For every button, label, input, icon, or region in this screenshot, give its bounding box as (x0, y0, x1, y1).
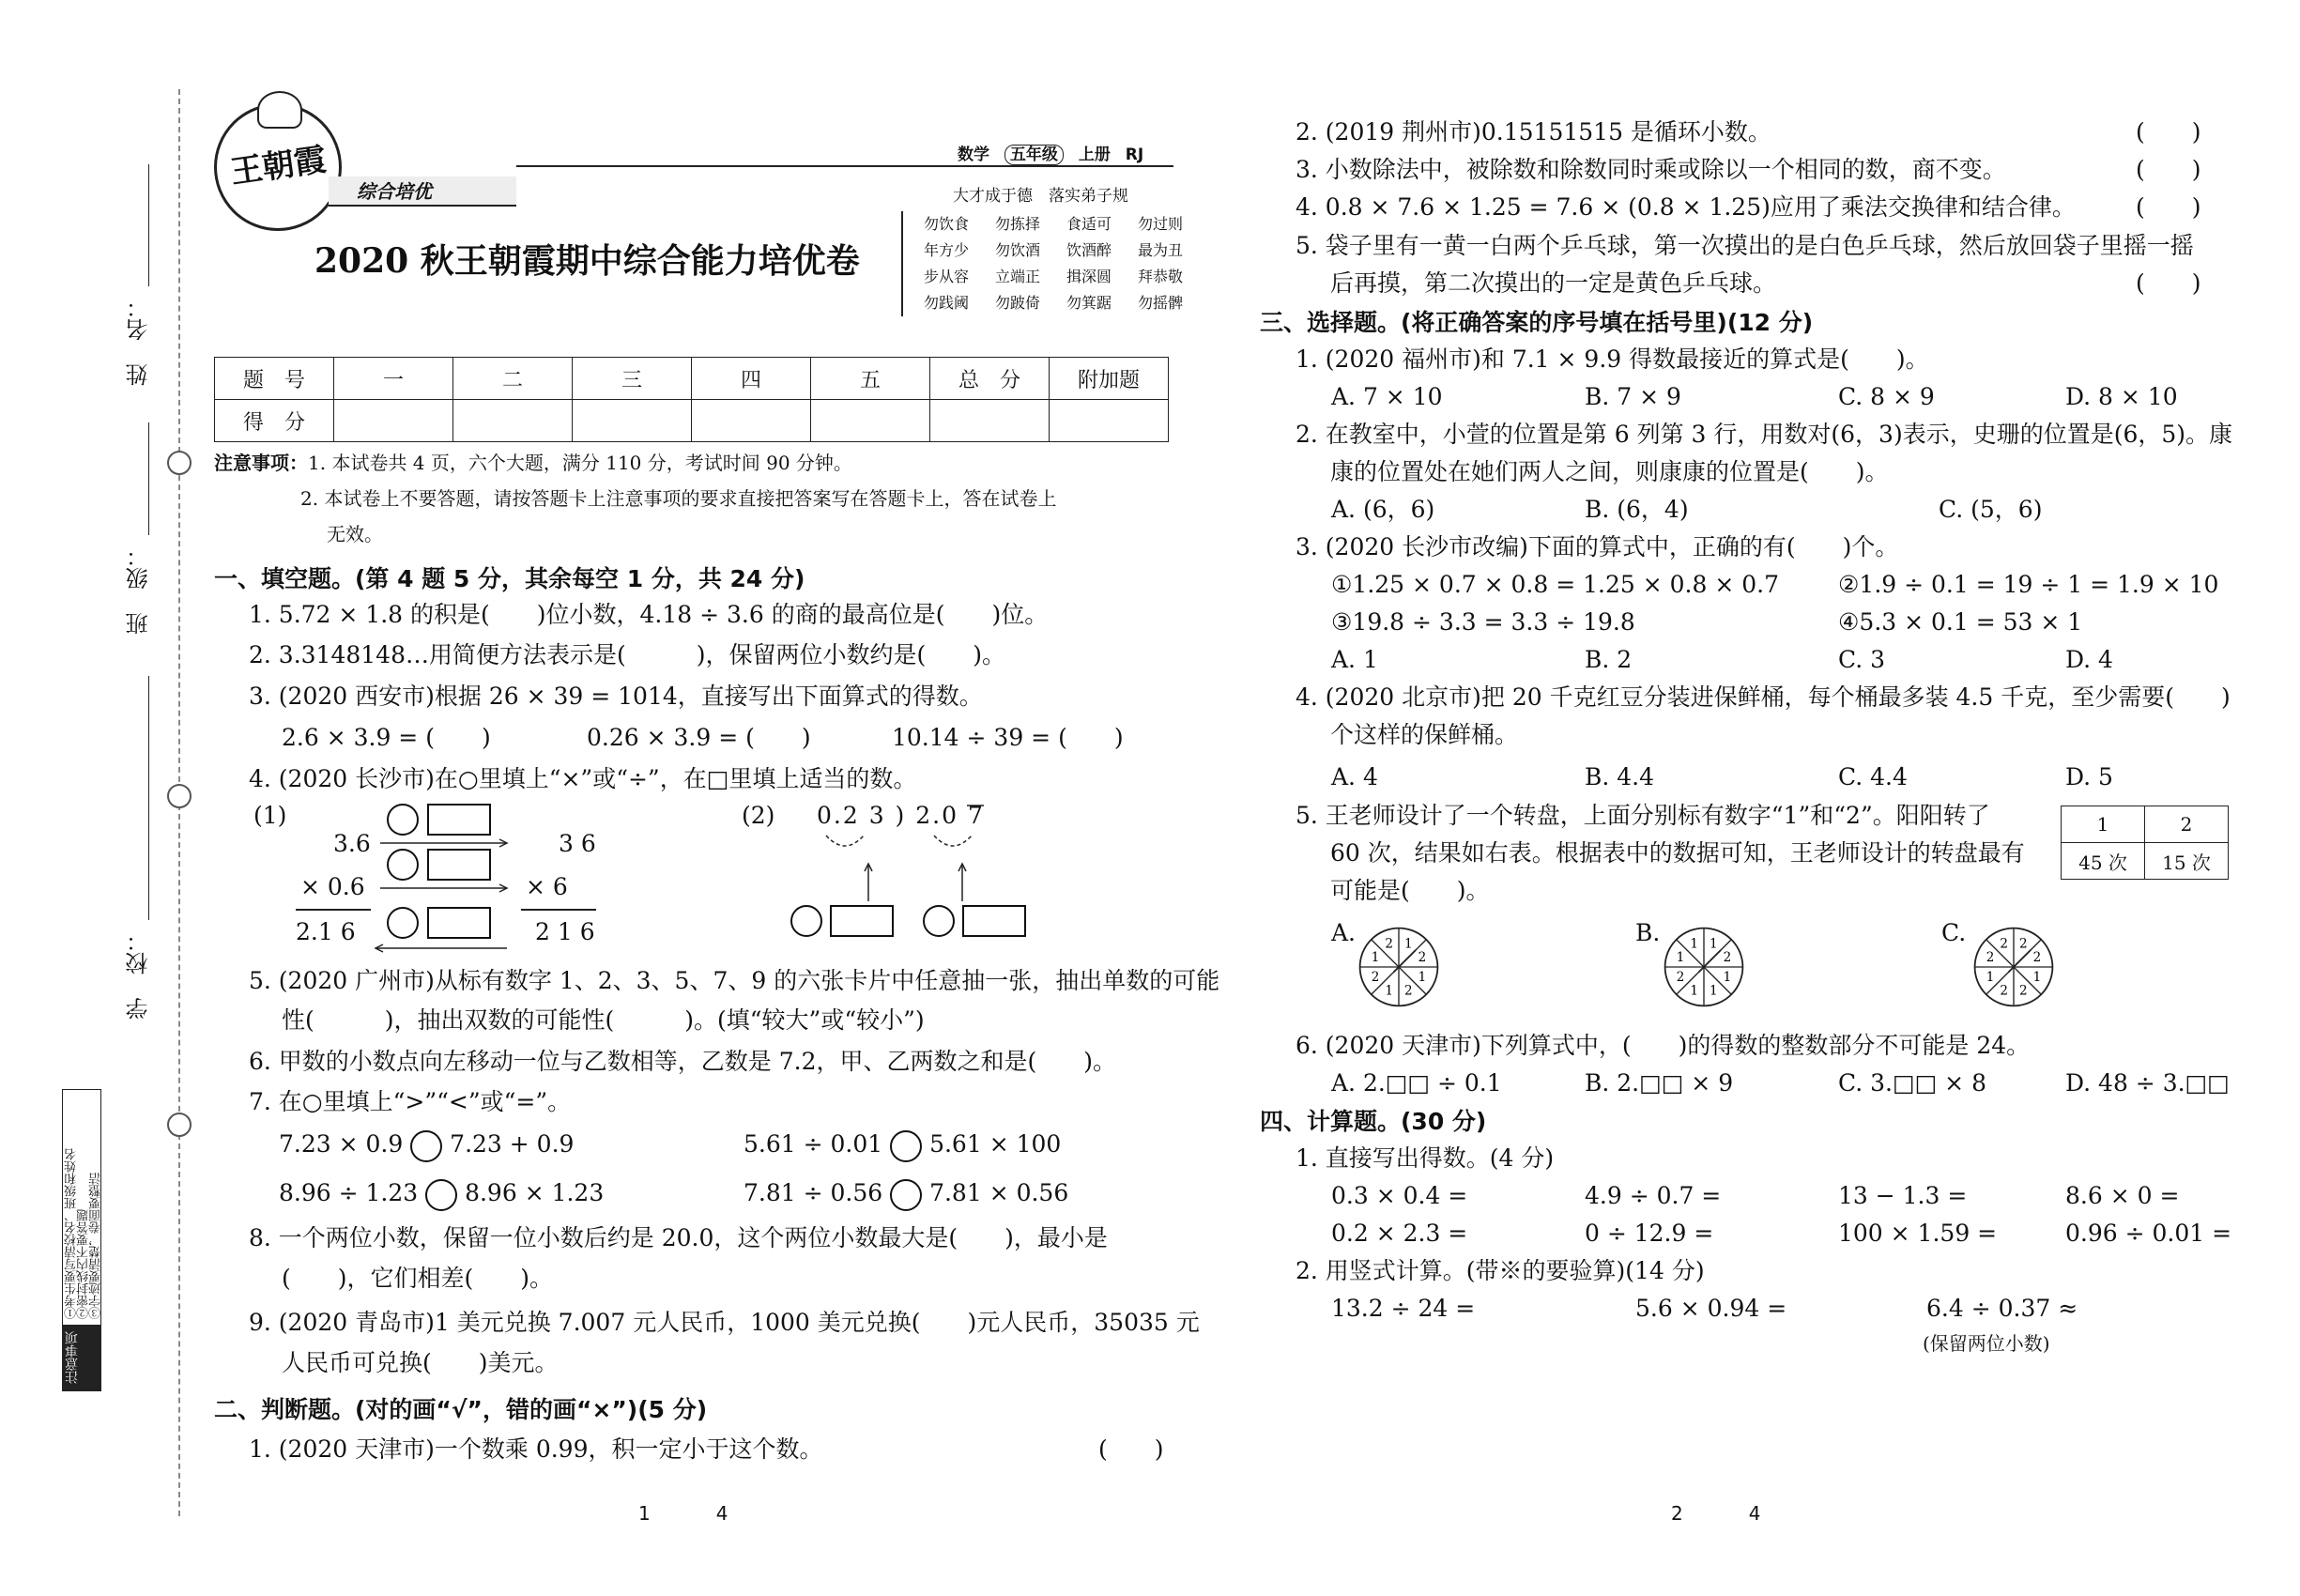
s3-q5: 60 次，结果如右表。根据表中的数据可知，王老师设计的转盘最有 (1330, 839, 2025, 867)
seal-icon (167, 451, 192, 475)
spinner-label: 2 (1404, 983, 1413, 999)
compare-circle[interactable] (425, 1179, 457, 1211)
s3-q2: 2. 在教室中，小萱的位置是第 6 列第 3 行，用数对(6，3)表示，史珊的位置是(6，5)。康 (1296, 421, 2233, 448)
s1-q3-item: 10.14 ÷ 39 = ( ) (892, 724, 1124, 751)
option[interactable]: D. 5 (2065, 763, 2113, 790)
notes (214, 445, 1056, 552)
option[interactable]: B. 7 × 9 (1585, 383, 1681, 410)
judge-item: 1. (2020 天津市)一个数乘 0.99，积一定小于这个数。 (249, 1435, 823, 1463)
notice-item: ②密封线内不要答题 (77, 1209, 91, 1319)
score-cell[interactable] (573, 400, 692, 442)
q4-right-number: 3 6 (559, 830, 596, 857)
spinner-label: 2 (1723, 950, 1732, 966)
s3-q4: 4. (2020 北京市)把 20 千克红豆分装进保鲜桶，每个桶最多装 4.5 千克，至少需要( ) (1296, 683, 2231, 711)
spinner-label: 2 (2032, 950, 2042, 966)
seal-icon (167, 784, 192, 808)
school-label: 学 校： (126, 929, 152, 1020)
name-field[interactable] (122, 164, 150, 390)
q4-left-number: 2.1 6 (296, 918, 356, 945)
compare-item: 5.61 ÷ 0.01 5.61 × 100 (744, 1127, 1061, 1162)
spinner-label: 1 (1676, 950, 1685, 966)
notes-line: 2. 本试卷上不要答题，请按答题卡上注意事项的要求直接把答案写在答题卡上，答在试卷上 (300, 487, 1057, 510)
s1-q9: 人民币可兑换( )美元。 (282, 1349, 559, 1376)
option[interactable]: A. 7 × 10 (1331, 383, 1443, 410)
option[interactable]: B. (1635, 919, 1661, 946)
judge-item: 5. 袋子里有一黄一白两个乒乓球，第一次摸出的是白色乒乓球，然后放回袋子里摇一摇 (1296, 232, 2194, 259)
score-cell[interactable] (811, 400, 930, 442)
option[interactable]: C. 8 × 9 (1838, 383, 1935, 410)
judge-item: 2. (2019 荆州市)0.15151515 是循环小数。 (1296, 118, 1771, 146)
spinner-label: 1 (1690, 983, 1698, 999)
brand-tag-bar (329, 176, 516, 207)
name-label: 姓 名： (126, 296, 152, 386)
motto: 大才成于德 落实弟子规 (953, 187, 1128, 206)
calc-item: 0.96 ÷ 0.01 = (2065, 1220, 2232, 1247)
option[interactable]: B. 2 (1585, 646, 1633, 673)
s3-q4: 个这样的保鲜桶。 (1330, 721, 1519, 748)
score-cell[interactable] (692, 400, 811, 442)
class-field[interactable] (122, 422, 150, 648)
s3-q6: 6. (2020 天津市)下列算式中，( )的得数的整数部分不可能是 24。 (1296, 1032, 2031, 1059)
option[interactable]: C. 4.4̇ (1838, 763, 1908, 790)
score-cell[interactable] (930, 400, 1050, 442)
spinner-label: 2 (2019, 936, 2028, 952)
op-circle[interactable] (923, 905, 955, 937)
class-underline (148, 422, 149, 535)
spinner-label: 2 (2019, 983, 2028, 999)
notes-line: 无效。 (327, 523, 383, 545)
calc-item: 4.9 ÷ 0.7 = (1585, 1182, 1722, 1209)
rule-row: 勿饮食 勿拣择 食适可 勿过则 (924, 215, 1184, 233)
spinner-label: 1 (1723, 969, 1732, 985)
brand-text: 王朝霞 (228, 141, 329, 192)
spinner-label: 2 (1986, 950, 1995, 966)
subject-tag: RJ (1125, 146, 1144, 164)
spinner-label: 1 (2032, 969, 2042, 985)
spinner-label: 1 (1710, 936, 1718, 952)
rules-block (901, 211, 1209, 316)
rule-row: 步从容 立端正 揖深圆 拜恭敬 (924, 268, 1184, 285)
s3-q5: 可能是( )。 (1330, 877, 1490, 904)
spinner-label: 2 (2000, 983, 2008, 999)
notice-item: ①考生要写清校名、班级和姓名 (65, 1148, 79, 1319)
q4-division: 0.2 3 ) 2.0 7 (817, 802, 985, 829)
subject-tag: 五年级 (1004, 145, 1064, 165)
spinner-label: 2 (1418, 950, 1427, 966)
compare-item: 7.23 × 0.9 7.23 + 0.9 (279, 1127, 574, 1162)
s1-q7: 7. 在○里填上“>”“<”或“=”。 (249, 1088, 572, 1115)
notice-box (62, 1089, 101, 1391)
subject-tag: 上册 (1078, 146, 1111, 164)
spinner-label: 1 (1690, 936, 1698, 952)
option[interactable]: B. 2.□□ × 9 (1585, 1069, 1734, 1097)
spinner-b (1662, 925, 1746, 1009)
judge-paren[interactable]: ( ) (2136, 193, 2201, 221)
score-value-row: 得 分 (215, 400, 1169, 442)
spinner-label: 1 (1710, 983, 1718, 999)
s3-q1: 1. (2020 福州市)和 7.1 × 9.9 得数最接近的算式是( )。 (1296, 345, 1929, 373)
q4-left-number: × 0.6 (300, 873, 365, 900)
judge-paren[interactable]: ( ) (2136, 118, 2201, 146)
option[interactable]: A. 1 (1331, 646, 1378, 673)
s1-q3-item: 0.26 × 3.9 = ( ) (587, 724, 811, 751)
school-underline (148, 676, 149, 920)
spinner-label: 2 (1385, 936, 1393, 952)
judge-paren[interactable]: ( ) (1098, 1435, 1164, 1463)
s3-q2: 康的位置处在她们两人之间，则康康的位置是( )。 (1330, 458, 1889, 485)
compare-circle[interactable] (890, 1130, 922, 1162)
option[interactable]: D. 4 (2065, 646, 2113, 673)
spinner-label: 2 (2000, 936, 2008, 952)
calc-item: 0.3 × 0.4 = (1331, 1182, 1468, 1209)
s1-q9: 9. (2020 青岛市)1 美元兑换 7.007 元人民币，1000 美元兑换( )元人民币，35035 元 (249, 1309, 1200, 1336)
s1-q6: 6. 甲数的小数点向左移动一位与乙数相等，乙数是 7.2，甲、乙两数之和是( )。 (249, 1048, 1117, 1075)
spinner-label: 1 (1404, 936, 1413, 952)
calc-item: 0.2 × 2.3 = (1331, 1220, 1468, 1247)
spinner-label: 1 (1371, 950, 1380, 966)
equation: ②1.9 ÷ 0.1 = 19 ÷ 1 = 1.9 × 10 (1838, 571, 2219, 598)
name-underline (148, 164, 149, 286)
rule-row: 勿践阈 勿跛倚 勿箕踞 勿摇髀 (924, 294, 1184, 312)
option[interactable]: C. (5，6) (1939, 496, 2043, 523)
calc-item: 5.6 × 0.94 = (1635, 1295, 1787, 1322)
answer-box[interactable] (830, 905, 894, 937)
spinner-label: 1 (1986, 969, 1995, 985)
calc-item: 8.6 × 0 = (2065, 1182, 2180, 1209)
s1-q2: 2. 3.3148148…用简便方法表示是( )，保留两位小数约是( )。 (249, 641, 1006, 668)
calc-item: 0 ÷ 12.9 = (1585, 1220, 1714, 1247)
s1-q5: 性( )，抽出双数的可能性( )。(填“较大”或“较小”) (282, 1006, 925, 1034)
s4-q1: 1. 直接写出得数。(4 分) (1296, 1144, 1555, 1172)
section3-title: 三、选择题。(将正确答案的序号填在括号里)(12 分) (1260, 309, 1814, 336)
s3-q3: 3. (2020 长沙市改编)下面的算式中，正确的有( )个。 (1296, 533, 1899, 560)
judge-item: 后再摸，第二次摸出的一定是黄色乒乓球。 (1330, 269, 1777, 297)
compare-circle[interactable] (890, 1179, 922, 1211)
section4-title: 四、计算题。(30 分) (1260, 1108, 1487, 1135)
calc-item: 13.2 ÷ 24 = (1331, 1295, 1476, 1322)
spin-result-table: 1 2 45 次 15 次 (2061, 806, 2229, 880)
compare-item: 8.96 ÷ 1.23 8.96 × 1.23 (279, 1175, 604, 1211)
calc-item: 100 × 1.59 = (1838, 1220, 1998, 1247)
option[interactable]: A. 4 (1331, 763, 1378, 790)
spinner-label: 2 (1676, 969, 1685, 985)
option[interactable]: C. (1941, 919, 1967, 946)
notes-line: 1. 本试卷共 4 页，六个大题，满分 110 分，考试时间 90 分钟。 (308, 452, 852, 474)
score-table (214, 357, 1169, 442)
option[interactable]: A. (1331, 919, 1357, 946)
page-number-right: 2 4 (1671, 1502, 1761, 1525)
judge-item: 4. 0.8 × 7.6 × 1.25 = 7.6 × (0.8 × 1.25)应用了乘法交换律和结合律。 (1296, 193, 2076, 221)
s1-q1: 1. 5.72 × 1.8 的积是( )位小数，4.18 ÷ 3.6 的商的最高位是( )位。 (249, 601, 1049, 628)
spinner-label: 1 (1418, 969, 1427, 985)
spinner-label: 2 (1371, 969, 1380, 985)
option[interactable]: C. 3 (1838, 646, 1886, 673)
brand-tag: 综合培优 (357, 180, 432, 203)
s1-q8: ( )，它们相差( )。 (282, 1265, 554, 1292)
brand-logo (214, 103, 342, 231)
score-cell[interactable] (453, 400, 573, 442)
q4-left-number: 3.6 (333, 830, 371, 857)
option[interactable]: A. 2.□□ ÷ 0.1 (1331, 1069, 1502, 1097)
spinner-label: 1 (1385, 983, 1393, 999)
compare-item: 7.81 ÷ 0.56 7.81 × 0.56 (744, 1175, 1068, 1211)
equation: ③19.8 ÷ 3.3 = 3.3 ÷ 19.8 (1331, 608, 1635, 636)
equation: ①1.25 × 0.7 × 0.8 = 1.25 × 0.8 × 0.7 (1331, 571, 1779, 598)
section2-title: 二、判断题。(对的画“√”，错的画“×”)(5 分) (214, 1396, 708, 1423)
q4-part2 (742, 798, 1051, 948)
s1-q5: 5. (2020 广州市)从标有数字 1、2、3、5、7、9 的六张卡片中任意抽一张，抽出单数的可能 (249, 967, 1220, 994)
crown-icon (257, 91, 302, 129)
calc-item: 13 − 1.3 = (1838, 1182, 1968, 1209)
header-rule (516, 165, 1173, 167)
option[interactable]: D. 48 ÷ 3.□□ (2065, 1069, 2230, 1097)
judge-item: 3. 小数除法中，被除数和除数同时乘或除以一个相同的数，商不变。 (1296, 156, 2006, 183)
score-cell[interactable] (1050, 400, 1169, 442)
calc-item: 6.4 ÷ 0.37 ≈ (1926, 1295, 2078, 1322)
school-field[interactable] (122, 676, 150, 1033)
option[interactable]: B. (6，4) (1585, 496, 1689, 523)
spinner-a (1357, 925, 1441, 1009)
spinner-c (1971, 925, 2056, 1009)
score-header-row: 题 号 一 二 三 四 五 总 分 附加题 (215, 358, 1169, 400)
option[interactable]: C. 3.□□ × 8 (1838, 1069, 1986, 1097)
section1-title: 一、填空题。(第 4 题 5 分，其余每空 1 分，共 24 分) (214, 565, 805, 592)
rule-row: 年方少 勿饮酒 饮酒醉 最为丑 (924, 241, 1184, 259)
judge-paren[interactable]: ( ) (2136, 269, 2201, 297)
seal-icon (167, 1113, 192, 1137)
q4-label2: (2) (742, 802, 775, 829)
s1-q3-item: 2.6 × 3.9 = ( ) (282, 724, 491, 751)
op-circle[interactable] (790, 905, 822, 937)
q4-part1 (253, 798, 629, 958)
page-title: 2020 秋王朝霞期中综合能力培优卷 (314, 241, 860, 281)
subject-tags (958, 141, 1143, 164)
page-number-left: 1 4 (638, 1502, 728, 1525)
equation: ④5.3 × 0.1 = 53 × 1 (1838, 608, 2083, 636)
class-label: 班 级： (126, 545, 152, 635)
subject-tag: 数学 (958, 146, 989, 164)
notice-item: ③字迹要清楚，卷面要整洁 (89, 1173, 103, 1319)
q4-label1: (1) (253, 802, 287, 829)
s1-q8: 8. 一个两位小数，保留一位小数后约是 20.0，这个两位小数最大是( )，最小是 (249, 1224, 1108, 1251)
s4-q2: 2. 用竖式计算。(带※的要验算)(14 分) (1296, 1257, 1705, 1284)
score-cell[interactable] (334, 400, 453, 442)
answer-box[interactable] (962, 905, 1026, 937)
judge-paren[interactable]: ( ) (2136, 156, 2201, 183)
notes-label: 注意事项： (214, 452, 308, 474)
compare-circle[interactable] (410, 1130, 442, 1162)
s1-q3: 3. (2020 西安市)根据 26 × 39 = 1014，直接写出下面算式的得数。 (249, 683, 983, 710)
calc-note: (保留两位小数) (1923, 1332, 2050, 1355)
option[interactable]: A. (6，6) (1331, 496, 1435, 523)
option[interactable]: B. 4.4 (1585, 763, 1655, 790)
notice-title: 注意事项 (63, 1325, 100, 1390)
s1-q4: 4. (2020 长沙市)在○里填上“×”或“÷”，在□里填上适当的数。 (249, 765, 917, 792)
s3-q5: 5. 王老师设计了一个转盘，上面分别标有数字“1”和“2”。阳阳转了 (1296, 802, 1990, 829)
q4-right-number: 2 1 6 (535, 918, 595, 945)
q4-right-number: × 6 (526, 873, 568, 900)
arrows (253, 798, 629, 958)
option[interactable]: D. 8 × 10 (2065, 383, 2178, 410)
